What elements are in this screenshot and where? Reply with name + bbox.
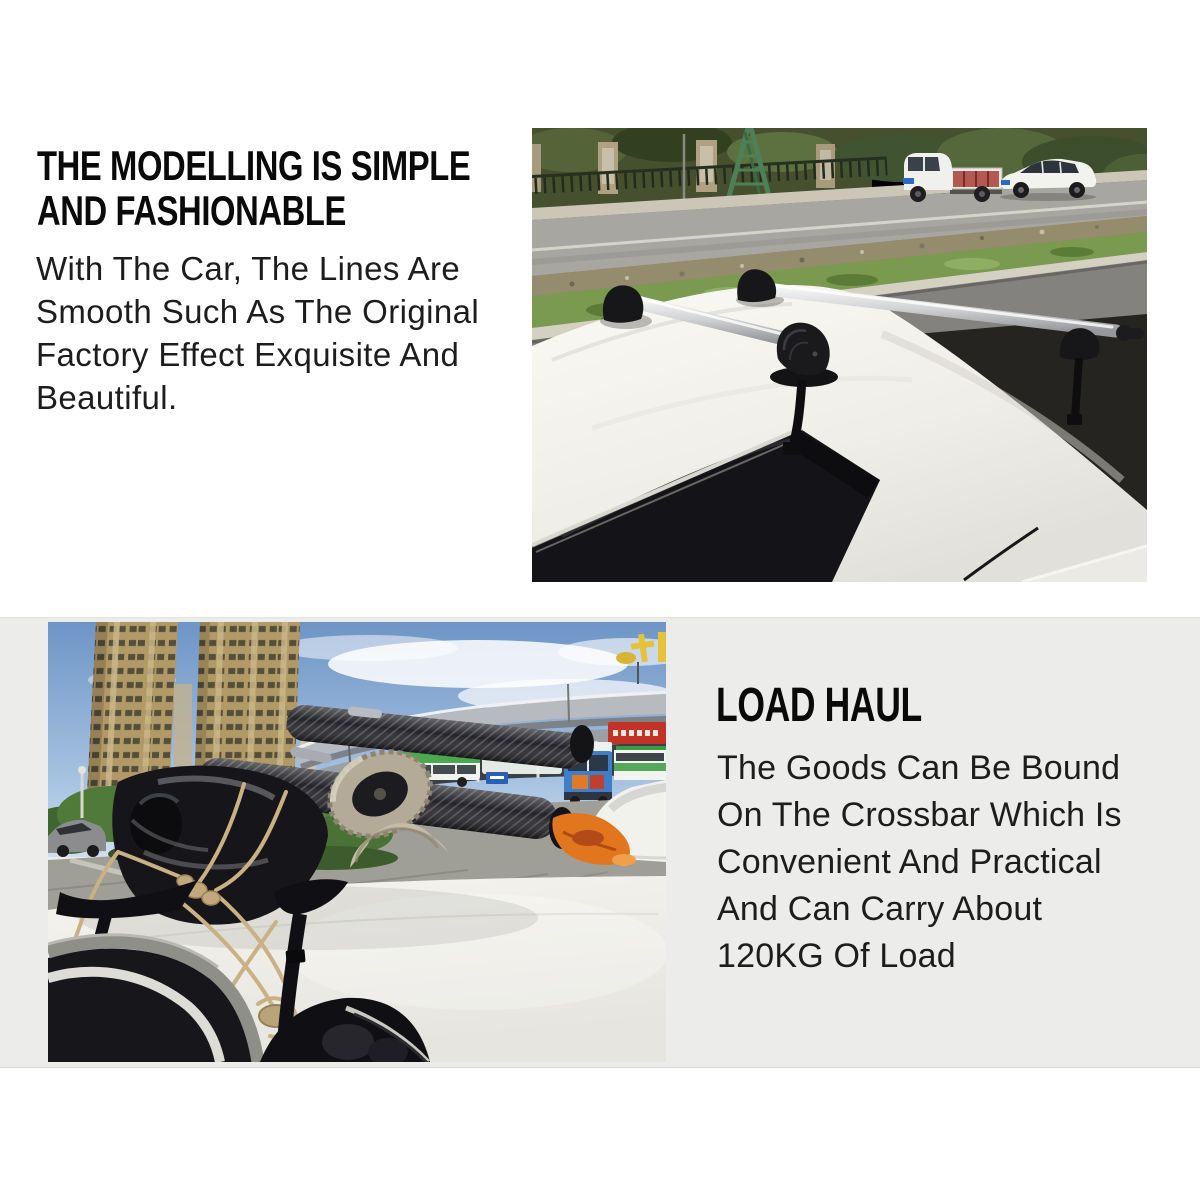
license-plate [903, 178, 914, 184]
top-heading [37, 143, 593, 233]
mid-paragraph [717, 745, 1122, 980]
paragraph-line: On The Crossbar Which Is [717, 796, 1122, 834]
paragraph-line: Factory Effect Exquisite And [36, 336, 460, 373]
heading-line: LOAD HAUL [716, 679, 922, 732]
paragraph-line: With The Car, The Lines Are [36, 250, 461, 287]
paragraph-line: Beautiful. [36, 379, 178, 416]
paragraph-line: Smooth Such As The Original [36, 293, 480, 330]
heading-line: THE MODELLING IS SIMPLE [37, 142, 471, 189]
highrise-tower-left [87, 622, 178, 794]
mid-heading [716, 680, 994, 732]
paragraph-line: Convenient And Practical [717, 843, 1102, 881]
bottom-photo-load-haul [48, 622, 666, 1062]
paragraph-line: 120KG Of Load [717, 937, 956, 975]
paragraph-line: The Goods Can Be Bound [717, 749, 1121, 787]
license-plate [1001, 180, 1010, 185]
top-photo-roof-crossbars [532, 128, 1147, 582]
paragraph-line: And Can Carry About [717, 890, 1043, 928]
top-paragraph [36, 247, 479, 419]
heading-line: AND FASHIONABLE [37, 187, 347, 234]
